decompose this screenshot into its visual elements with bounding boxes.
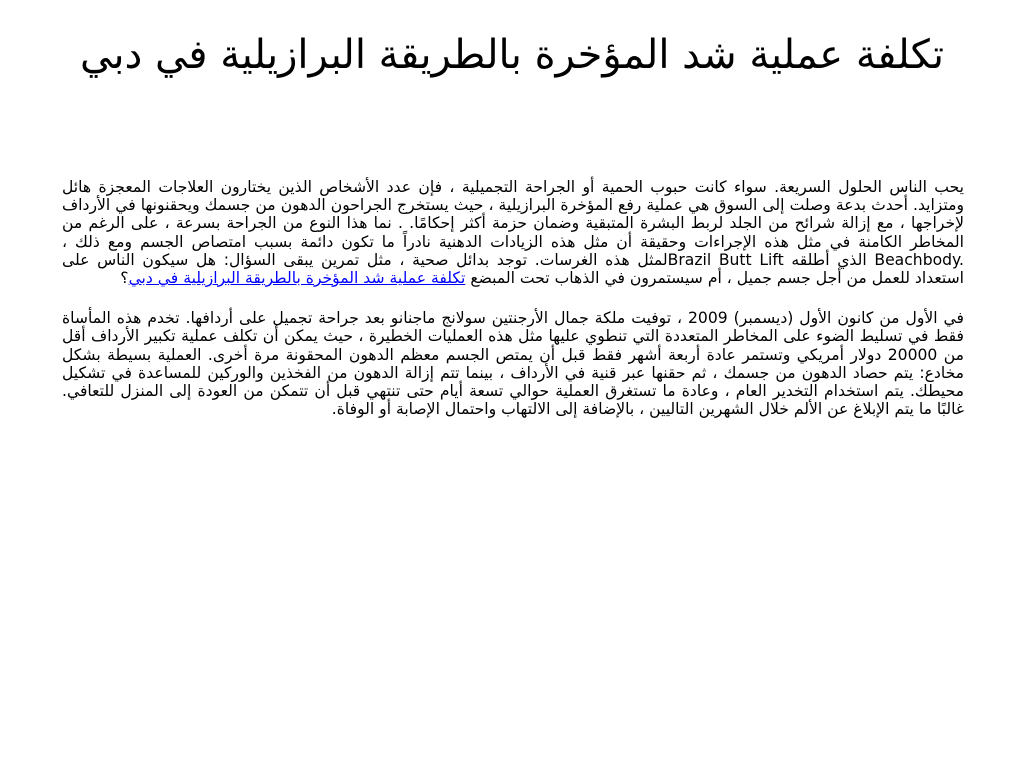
brand-name-brazil-butt-lift: Brazil Butt Lift — [667, 250, 784, 269]
brazilian-butt-lift-cost-link[interactable]: تكلفة عملية شد المؤخرة بالطريقة البرازيلية في دبي — [128, 269, 466, 288]
brand-name-beachbody: Beachbody. — [874, 250, 964, 269]
paragraph-intro-text-a: يحب الناس الحلول السريعة. سواء كانت حبوب الحمية أو الجراحة التجميلية ، فإن عدد الأشخاص الذين يختارون العلاجات المعجزة هائل ومتزايد. أحدث بدعة وصلت إلى السوق هي عملية رفع المؤخرة البرازيلية ، حيث يستخرج الجراحون الدهون من جسمك ويحقنونها في الأرداف لإخراجها ، مع إزالة شرائح من الجلد لربط البشرة المتبقية وضمان حزمة أكثر إحكامًا. . نما هذا النوع من الجراحة بسرعة ، على الرغم من المخاطر الكامنة في مثل هذه الإجراءات وحقيقة أن مثل هذه الزيادات الدهنية نادراً ما تكون دائمة بسبب امتصاص الجسم ومع ذلك ، — [62, 178, 964, 251]
paragraph-intro — [62, 178, 964, 287]
slide-title: تكلفة عملية شد المؤخرة بالطريقة البرازيلية في دبي — [80, 32, 944, 78]
paragraph-intro-text-b: الذي أطلقه — [783, 250, 875, 269]
paragraph-intro-end-mark: ؟ — [120, 269, 129, 288]
paragraph-intro-text-c: لمثل هذه الغرسات. توجد بدائل صحية ، مثل تمرين يبقى السؤال: هل سيكون الناس على استعداد للعمل من أجل جسم جميل ، أم سيستمرون في الذهاب تحت المبضع — [62, 250, 964, 288]
slide-body — [62, 178, 964, 418]
paragraph-details: في الأول من كانون الأول (ديسمبر) 2009 ، توفيت ملكة جمال الأرجنتين سولانج ماجنانو بعد جراحة تجميل على أردافها. تخدم هذه المأساة فقط في تسليط الضوء على المخاطر المتعددة التي تنطوي عليها مثل هذه العمليات الخطيرة ، حيث يمكن أن تكلف عملية تكبير الأرداف أقل من 20000 دولار أمريكي وتستمر عادة أربعة أشهر فقط قبل أن يمتص الجسم معظم الدهون المحقونة مرة أخرى. العملية بسيطة بشكل مخادع: يتم حصاد الدهون من جسمك ، ثم حقنها عبر قنية في الأرداف ، بينما تتم إزالة الدهون من الفخذين والوركين للمساعدة في تشكيل محيطك. يتم استخدام التخدير العام ، وعادة ما تستغرق العملية حوالي تسعة أيام حتى تنتهي قبل أن تتمكن من العودة إلى المنزل للتعافي. غالبًا ما يتم الإبلاغ عن الألم خلال الشهرين التاليين ، بالإضافة إلى الالتهاب واحتمال الإصابة أو الوفاة. — [62, 309, 964, 419]
